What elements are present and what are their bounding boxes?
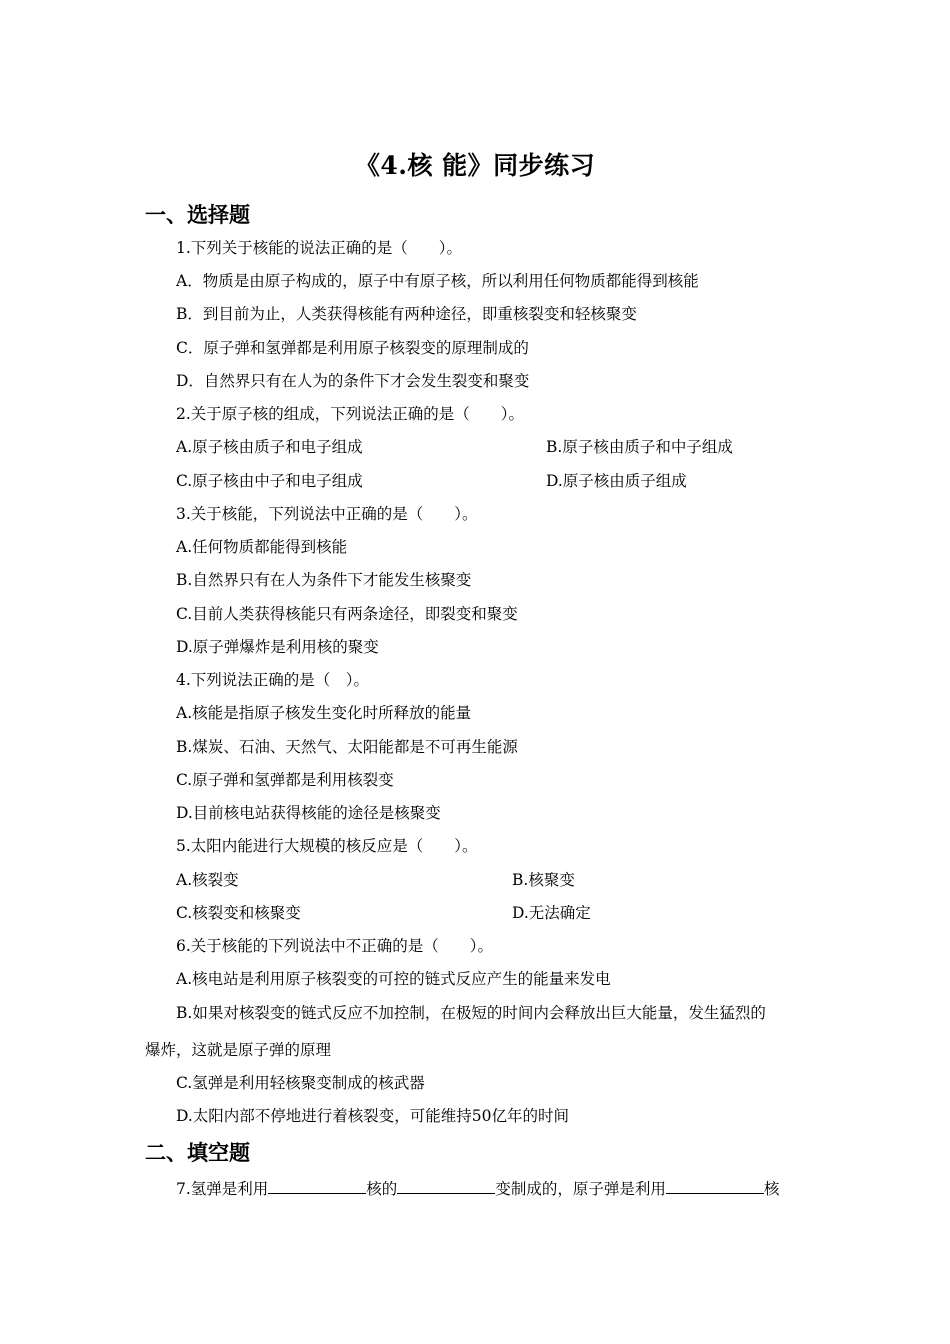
question-6-stem: 6.关于核能的下列说法中不正确的是（ ）。 [176, 937, 494, 955]
question-1-option-a: A．物质是由原子构成的，原子中有原子核，所以利用任何物质都能得到核能 [176, 272, 699, 290]
question-5-option-b: B.核聚变 [512, 871, 575, 889]
question-1-option-b: B．到目前为止，人类获得核能有两种途径，即重核裂变和轻核聚变 [176, 305, 637, 323]
question-5-option-c: C.核裂变和核聚变 [176, 904, 301, 922]
question-1-option-c: C．原子弹和氢弹都是利用原子核裂变的原理制成的 [176, 339, 529, 357]
question-1-option-d: D．自然界只有在人为的条件下才会发生裂变和聚变 [176, 372, 530, 390]
question-3-option-d: D.原子弹爆炸是利用核的聚变 [176, 638, 379, 656]
question-4-option-d: D.目前核电站获得核能的途径是核聚变 [176, 804, 441, 822]
question-7-blank-2[interactable] [397, 1177, 495, 1194]
question-3-option-b: B.自然界只有在人为条件下才能发生核聚变 [176, 571, 472, 589]
question-4-option-b: B.煤炭、石油、天然气、太阳能都是不可再生能源 [176, 738, 518, 756]
question-7-text-1: 7.氢弹是利用 [176, 1180, 269, 1198]
section-heading-fill: 二、填空题 [145, 1141, 250, 1165]
question-6-option-b-line2: 爆炸，这就是原子弹的原理 [145, 1041, 332, 1059]
question-5-option-a: A.核裂变 [176, 871, 239, 889]
question-6-option-c: C.氢弹是利用轻核聚变制成的核武器 [176, 1074, 425, 1092]
section-heading-choice: 一、选择题 [145, 203, 250, 227]
question-6-option-d: D.太阳内部不停地进行着核裂变，可能维持50亿年的时间 [176, 1107, 570, 1125]
question-7-blank-1[interactable] [268, 1177, 366, 1194]
page-title: 《4.核 能》同步练习 [354, 151, 596, 180]
question-6-option-a: A.核电站是利用原子核裂变的可控的链式反应产生的能量来发电 [176, 970, 611, 988]
question-7-blank-3[interactable] [666, 1177, 764, 1194]
question-4-option-a: A.核能是指原子核发生变化时所释放的能量 [176, 704, 472, 722]
question-2-option-d: D.原子核由质子组成 [546, 472, 687, 490]
question-5-stem: 5.太阳内能进行大规模的核反应是（ ）。 [176, 837, 478, 855]
question-7-text-2: 核的 [366, 1180, 398, 1198]
question-4-option-c: C.原子弹和氢弹都是利用核裂变 [176, 771, 394, 789]
question-4-stem: 4.下列说法正确的是（ ）。 [176, 671, 370, 689]
question-2-option-b: B.原子核由质子和中子组成 [546, 438, 733, 456]
question-7-text-3: 变制成的，原子弹是利用 [495, 1180, 666, 1198]
question-2-stem: 2.关于原子核的组成，下列说法正确的是（ ）。 [176, 405, 525, 423]
question-3-option-c: C.目前人类获得核能只有两条途径，即裂变和聚变 [176, 605, 518, 623]
question-7-line [176, 1177, 779, 1199]
question-7-text-4: 核 [763, 1180, 780, 1198]
question-6-option-b-line1: B.如果对核裂变的链式反应不加控制，在极短的时间内会释放出巨大能量，发生猛烈的 [176, 1004, 766, 1022]
question-2-option-c: C.原子核由中子和电子组成 [176, 472, 363, 490]
question-3-option-a: A.任何物质都能得到核能 [176, 538, 348, 556]
question-2-option-a: A.原子核由质子和电子组成 [176, 438, 363, 456]
question-1-stem: 1.下列关于核能的说法正确的是（ ）。 [176, 239, 463, 257]
question-3-stem: 3.关于核能，下列说法中正确的是（ ）。 [176, 505, 478, 523]
question-5-option-d: D.无法确定 [512, 904, 591, 922]
